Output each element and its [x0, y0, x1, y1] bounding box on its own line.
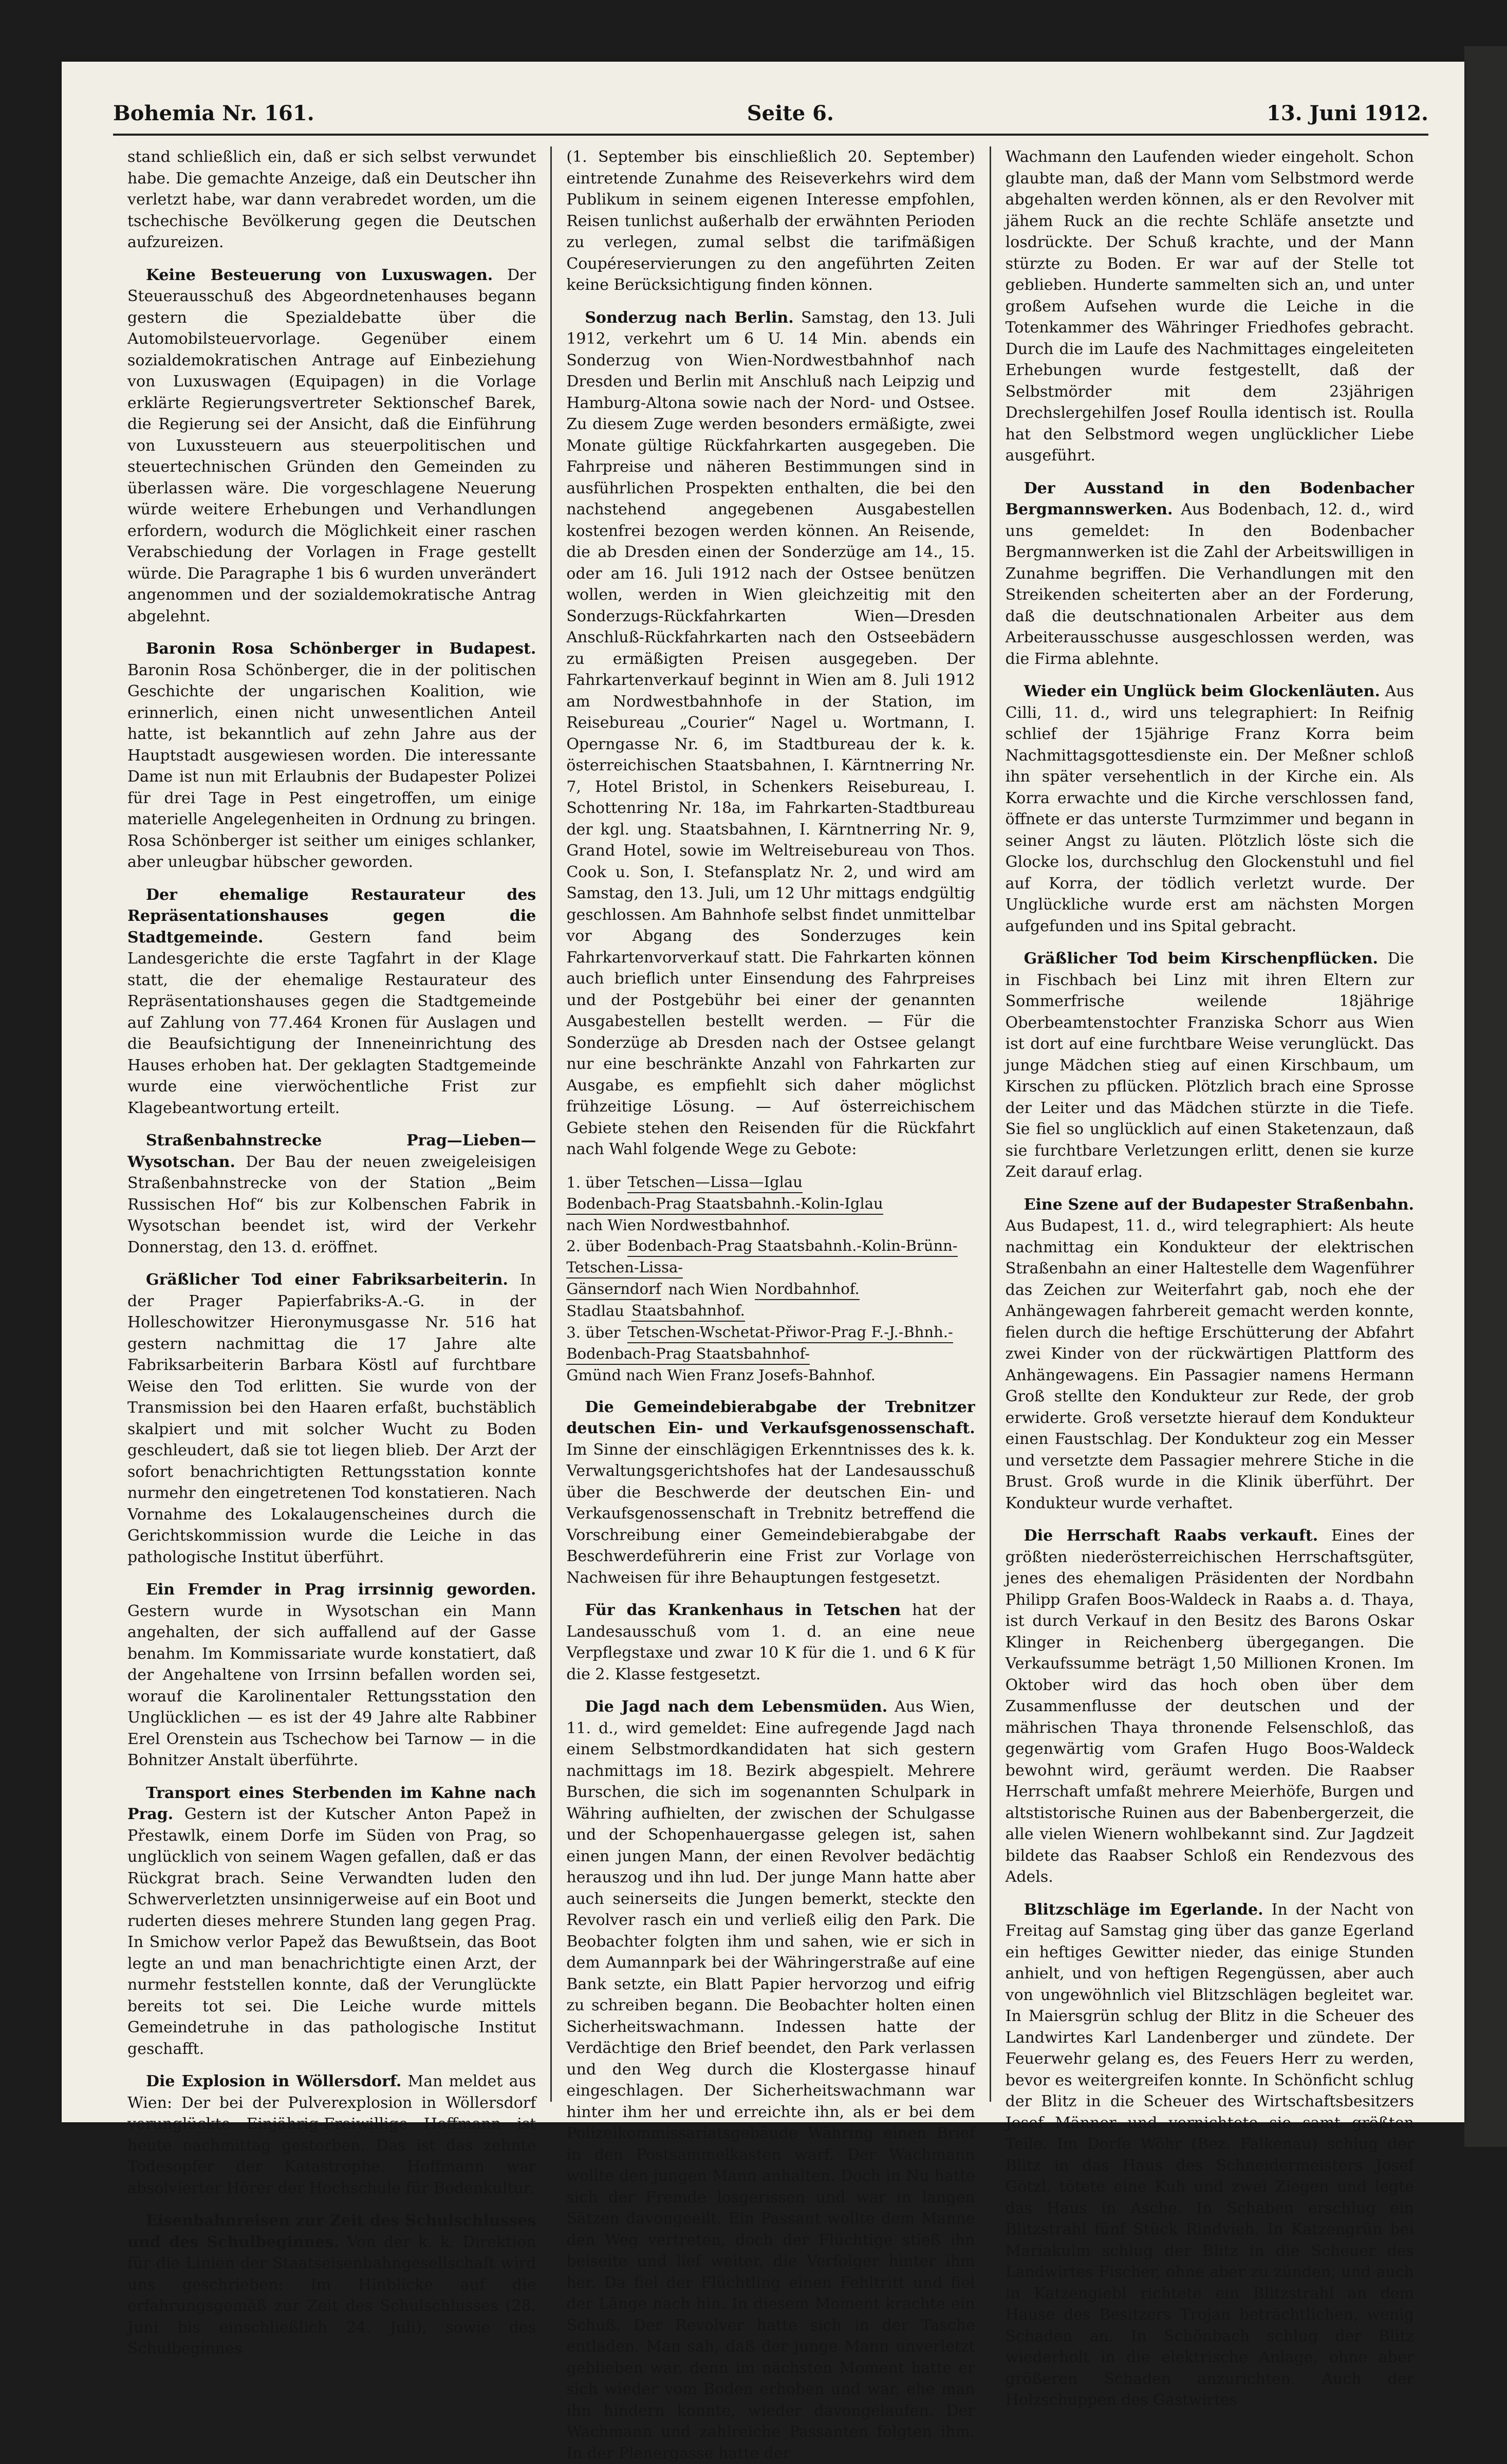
article-text: stand schließlich ein, daß er sich selbst verwundet habe. Die gemachte Anzeige, daß ein Deutscher ihn verletzt habe, war dann verabredet worden, um die tschechische Bevölkerung gegen die Deutschen aufzureizen. [127, 148, 536, 251]
article-paragraph [1006, 1525, 1414, 1888]
article-headline: Der ehemalige Restaurateur des Repräsentationshauses gegen die Stadtgemeinde. [127, 885, 536, 947]
route-row [566, 1235, 975, 1257]
route-cell: Stadlau [566, 1302, 624, 1320]
article-paragraph [1006, 948, 1414, 1183]
article-text: Gestern ist der Kutscher Anton Papež in Přestawlk, einem Dorfe im Süden von Prag, so unglücklich von seinem Wagen gefallen, daß er das Rückgrat brach. Seine Verwandten luden den Schwerverletzten unsinnigerweise auf ein Boot und ruderten dieses mehrere Stunden lang gegen Prag. In Smichow verlor Papež das Bewußtsein, das Boot legte an und man benachrichtigte einen Arzt, der nurmehr feststellen konnte, daß der Verunglückte bereits tot sei. Die Leiche wurde mittels Gemeindetruhe in das pathologische Institut geschafft. [127, 1805, 536, 2058]
article-paragraph [127, 146, 536, 253]
article-text: Von der k. k. Direktion für die Linien der Staatseisenbahngesellschaft wird uns geschrieben: Im Hinblicke auf die erfahrungsgemäß zur Zeit des Schulschlusses (28. Juni bis einschließlich 24. Juli), sowie des Schulbeginnes [127, 2233, 536, 2358]
article [127, 1579, 536, 1771]
newspaper-page [62, 62, 1464, 2462]
article-paragraph [1006, 478, 1414, 670]
article [566, 1397, 975, 1589]
article-paragraph [1006, 146, 1414, 467]
issue-date: 13. Juni 1912. [1267, 101, 1428, 125]
article-text: hat der Landesausschuß vom 1. d. an eine neue Verpflegstaxe und zwar 10 K für die 1. und 6 K für die 2. Klasse festgesetzt. [566, 1601, 975, 1683]
article-paragraph [566, 307, 975, 1160]
article-headline: Der Ausstand in den Bodenbacher Bergmannswerken. [1005, 479, 1414, 518]
article-text: Baronin Rosa Schönberger, die in der politischen Geschichte der ungarischen Koalition, wie erinnerlich, einen nicht unwesentlichen Anteil hatte, ist bekanntlich auf zehn Jahre aus der Hauptstadt ausgewiesen worden. Die interessante Dame ist nun mit Erlaubnis der Budapester Polizei für drei Tage in Pest eingetroffen, um einige materielle Angelegenheiten in Ordnung zu bringen. Rosa Schönberger ist seither um einiges schlanker, aber unleugbar hübscher geworden. [127, 661, 536, 871]
article-paragraph [566, 1397, 975, 1589]
article-text: Gestern fand beim Landesgerichte die erste Tagfahrt in der Klage statt, die der ehemalige Restaurateur des Repräsentationshauses gegen die Stadtgemeinde auf Zahlung von 77.464 Kronen für Auslagen und die Beaufsichtigung der Inneneinrichtung des Hauses erhoben hat. Der geklagten Stadtgemeinde wurde eine vierwöchentliche Frist zur Klagebeantwortung erteilt. [127, 928, 536, 1117]
route-cell: nach Wien Nordwestbahnhof. [566, 1216, 791, 1234]
article [127, 638, 536, 873]
route-row [566, 1322, 975, 1343]
article-headline: Die Gemeindebierabgabe der Trebnitzer deutschen Ein- und Verkaufsgenossenschaft. [566, 1398, 975, 1437]
route-row [566, 1193, 975, 1215]
scan-edge [1464, 46, 1507, 2147]
column-2 [552, 146, 991, 2462]
article-text: In der Prager Papierfabriks-A.-G. in der Holleschowitzer Hieronymusgasse Nr. 516 hat gestern nachmittag die 17 Jahre alte Fabriksarbeiterin Barbara Köstl auf furchtbare Weise den Tod erlitten. Sie wurde von der Transmission bei den Haaren erfaßt, buchstäblich skalpiert und mit solcher Wucht zu Boden geschleudert, daß sie tot liegen blieb. Der Arzt der sofort benachrichtigten Rettungsstation konnte nurmehr den eingetretenen Tod konstatieren. Nach Vornahme des Lokalaugenscheines durch die Gerichtskommission wurde die Leiche in das pathologische Institut überführt. [127, 1271, 536, 1566]
article-headline: Die Herrschaft Raabs verkauft. [1024, 1527, 1318, 1545]
article-headline: Keine Besteuerung von Luxuswagen. [146, 266, 493, 284]
article-paragraph [566, 1600, 975, 1685]
article [566, 1600, 975, 1685]
article-headline: Gräßlicher Tod einer Fabriksarbeiterin. [146, 1271, 508, 1289]
route-cell: Nordbahnhof. [755, 1279, 860, 1300]
article [566, 1172, 975, 1385]
article [127, 1269, 536, 1568]
issue-label: Bohemia Nr. 161. [113, 101, 314, 125]
route-row [566, 1279, 975, 1300]
article [127, 1130, 536, 1258]
article [127, 2210, 536, 2360]
article-paragraph [1006, 1899, 1414, 2411]
route-cell: Tetschen—Lissa—Iglau [627, 1172, 802, 1193]
article-text: Der Bau der neuen zweigeleisigen Straßenbahnstrecke von der Station „Beim Russischen Hof“ bis zur Kolbenschen Fabrik in Wysotschan beendet ist, wird der Verkehr Donnerstag, den 13. d. eröffnet. [127, 1153, 536, 1256]
route-row [566, 1257, 975, 1279]
route-cell: 2. über [566, 1237, 621, 1255]
route-row [566, 1215, 975, 1235]
article-text: Samstag, den 13. Juli 1912, verkehrt um 6 U. 14 Min. abends ein Sonderzug von Wien-Nordwestbahnhof nach Dresden und Berlin mit Anschluß nach Leipzig und Hamburg-Altona sowie nach der Nord- und Ostsee. Zu diesem Zuge werden besonders ermäßigte, zwei Monate gültige Rückfahrkarten ausgegeben. Die Fahrpreise und näheren Bestimmungen sind in ausführlichen Prospekten enthalten, die bei den nachstehend angegebenen Ausgabestellen kostenfrei bezogen werden können. An Reisende, die ab Dresden einen der Sonderzüge am 14., 15. oder am 16. Juli 1912 nach der Ostsee benützen wollen, werden in Wien gleichzeitig mit den Sonderzugs-Rückfahrkarten Wien—Dresden Anschluß-Rückfahrkarten nach den Ostseebädern zu ermäßigten Preisen ausgegeben. Der Fahrkartenverkauf beginnt in Wien am 8. Juli 1912 am Nordwestbahnhofe in der Station, im Reisebureau „Courier“ Nagel u. Wortmann, I. Operngasse Nr. 6, im Stadtbureau der k. k. österreichischen Staatsbahnen, I. Kärntnerring Nr. 7, Hotel Bristol, in Schenkers Reisebureau, I. Schottenring Nr. 18a, im Fahrkarten-Stadtbureau der kgl. ung. Staatsbahnen, I. Kärntnerring Nr. 9, Grand Hotel, sowie im Weltreisebureau von Thos. Cook u. Son, I. Stefansplatz Nr. 2, und wird am Samstag, den 13. Juli, um 12 Uhr mittags endgültig geschlossen. Am Bahnhofe selbst findet unmittelbar vor Abgang des Sonderzuges kein Fahrkartenvorverkauf statt. Die Fahrkarten können auch brieflich unter Einsendung des Fahrpreises und der Postgebühr bei einer der genannten Ausgabestellen bestellt werden. — Für die Sonderzüge ab Dresden nach der Ostsee gelangt nur eine beschränkte Anzahl von Fahrkarten zur Ausgabe, es empfiehlt sich daher möglichst frühzeitige Lösung. — Auf österreichischem Gebiete stehen den Reisenden für die Rückfahrt nach Wahl folgende Wege zu Gebote: [566, 308, 975, 1158]
column-1 [113, 146, 552, 2358]
article-text: Der Steuerausschuß des Abgeordnetenhauses begann gestern die Spezialdebatte über die Automobilsteuervorlage. Gegenüber einem sozialdemokratischen Antrage auf Einbeziehung von Luxuswagen (Equipagen) in die Vorlage erklärte Regierungsvertreter Sektionschef Barek, die Regierung sei der Ansicht, daß die Einführung von Luxussteuern aus steuerpolitischen und steuertechnischen Gründen den Gemeinden zu überlassen wäre. Die vorgeschlagene Neuerung würde weitere Erhebungen und Verhandlungen erfordern, wodurch die Möglichkeit einer raschen Verabschiedung der Vorlagen in Frage gestellt würde. Die Paragraphe 1 bis 6 wurden unverändert angenommen und der sozialdemokratische Antrag abgelehnt. [127, 266, 536, 625]
route-cell: 3. über [566, 1323, 621, 1341]
route-cell: Gmünd nach Wien Franz Josefs-Bahnhof. [566, 1366, 876, 1384]
page-number: Seite 6. [747, 101, 834, 125]
article [566, 146, 975, 296]
route-row [566, 1172, 975, 1193]
article-paragraph [127, 265, 536, 627]
article-headline: Gräßlicher Tod beim Kirschenpflücken. [1024, 950, 1378, 968]
route-cell: 1. über [566, 1173, 621, 1191]
route-cell: Gänserndorf [566, 1279, 661, 1300]
article-paragraph [127, 1783, 536, 2060]
article-headline: Straßenbahnstrecke Prag—Lieben—Wysotschan. [127, 1132, 536, 1171]
route-row [566, 1300, 975, 1322]
article-headline: Baronin Rosa Schönberger in Budapest. [146, 640, 536, 658]
article [1006, 681, 1414, 937]
article-headline: Die Jagd nach dem Lebensmüden. [585, 1698, 888, 1716]
route-row [566, 1343, 975, 1365]
route-cell: nach Wien [668, 1280, 748, 1298]
article-paragraph [127, 884, 536, 1119]
article [127, 265, 536, 627]
article-text: Eines der größten niederösterreichischen Herrschaftsgüter, jenes des ehemaligen Präsidenten der Nordbahn Philipp Grafen Boos-Waldeck in Raabs a. d. Thaya, ist durch Verkauf in den Besitz des Barons Oskar Klinger in Reichenberg übergegangen. Die Verkaufssumme beträgt 1,50 Millionen Kronen. Im Oktober wird das hoch oben über dem Zusammenflusse der deutschen und der mährischen Thaya thronende Felsenschloß, das gegenwärtig vom Grafen Hugo Boos-Waldeck bewohnt wird, geräumt werden. Die Raabser Herrschaft umfaßt mehrere Meierhöfe, Burgen und altstistorische Ruinen aus der Babenbergerzeit, die alle vielen Wienern wohlbekannt sind. Zur Jagdzeit bildete das Raabser Schloß ein Rendezvous des Adels. [1005, 1527, 1414, 1886]
route-cell: Staatsbahnhof. [631, 1300, 745, 1322]
article-text: Gestern wurde in Wysotschan ein Mann angehalten, der sich auffallend auf der Gasse benahm. Im Kommissariate wurde konstatiert, daß der Angehaltene von Irrsinn befallen worden sei, worauf die Karolinentaler Rettungsstation den Unglücklichen — es ist der 49 Jahre alte Rabbiner Erel Orenstein aus Tschechow bei Tarnow — in die Bohnitzer Anstalt überführte. [127, 1602, 536, 1769]
column-3 [991, 146, 1428, 2409]
article-headline: Transport eines Sterbenden im Kahne nach Prag. [127, 1784, 536, 1823]
article [1006, 478, 1414, 670]
route-row [566, 1365, 975, 1385]
page-header [113, 92, 1428, 136]
article [566, 307, 975, 1160]
route-cell: Bodenbach-Prag Staatsbahnh.-Kolin-Brünn- [627, 1235, 957, 1257]
article-text: Die in Fischbach bei Linz mit ihren Eltern zur Sommerfrische weilende 18jährige Oberbeamtenstochter Franziska Schorr aus Wien ist dort auf eine furchtbare Weise verunglückt. Das junge Mädchen stieg auf einen Kirschbaum, um Kirschen zu pflücken. Plötzlich brach eine Sprosse der Leiter und das Mädchen stürzte in die Tiefe. Sie fiel so unglücklich auf einen Staketenzaun, daß sie furchtbare Verletzungen erlitt, denen sie kurze Zeit darauf erlag. [1005, 950, 1414, 1181]
article-headline: Für das Krankenhaus in Tetschen [585, 1601, 901, 1619]
route-cell: Bodenbach-Prag Staatsbahnh.-Kolin-Iglau [566, 1193, 883, 1215]
route-cell: Tetschen-Wschetat-Přiwor-Prag F.-J.-Bhnh.- [627, 1322, 953, 1343]
article [1006, 948, 1414, 1183]
article-headline: Wieder ein Unglück beim Glockenläuten. [1024, 682, 1380, 700]
article-text: Im Sinne der einschlägigen Erkenntnisses des k. k. Verwaltungsgerichtshofes hat der Landesausschuß über die Beschwerde der deutschen Ein- und Verkaufsgenossenschaft in Trebnitz betreffend die Vorschreibung einer Gemeindebierabgabe der Beschwerdeführerin eine Frist zur Vorlage von Nachweisen für ihre Behauptungen festgesetzt. [566, 1440, 975, 1587]
article [566, 1696, 975, 2464]
article-text: Aus Budapest, 11. d., wird telegraphiert: Als heute nachmittag ein Kondukteur der elektrischen Straßenbahn an einer Haltestelle dem Wagenführer das Zeichen zur Weiterfahrt gab, noch ehe der Anhängewagen fahrbereit gemacht werden konnte, fielen durch die heftige Erschütterung der Abfahrt zwei Kinder von der rückwärtigen Plattform des Anhängewagens. Ein Passagier namens Hermann Groß stellte den Kondukteur zur Rede, der grob erwiderte. Groß versetzte hierauf dem Kondukteur einen Faustschlag. Der Kondukteur zog ein Messer und versetzte dem Passagier mehrere Stiche in die Brust. Groß wurde in die Klinik überführt. Der Kondukteur wurde verhaftet. [1005, 1217, 1414, 1512]
article-paragraph [566, 1696, 975, 2464]
route-table [566, 1172, 975, 1385]
article-paragraph [127, 1579, 536, 1771]
article-text: Wachmann den Laufenden wieder eingeholt. Schon glaubte man, daß der Mann vom Selbstmord werde abgehalten werden können, als er den Revolver mit jähem Ruck an die rechte Schläfe ansetzte und losdrückte. Der Schuß krachte, und der Mann stürzte zu Boden. Er war auf der Stelle tot geblieben. Hunderte sammelten sich an, und unter großem Aufsehen wurde die Leiche in die Totenkammer des Währinger Friedhofes gebracht. Durch die im Laufe des Nachmittages eingeleiteten Erhebungen wurde festgestellt, daß der Selbstmörder mit dem 23jährigen Drechslergehilfen Josef Roulla identisch ist. Roulla hat den Selbstmord wegen unglücklicher Liebe ausgeführt. [1005, 148, 1414, 465]
article-headline: Die Explosion in Wöllersdorf. [146, 2072, 402, 2090]
article-headline: Eisenbahnreisen zur Zeit des Schulschlusses und des Schulbeginnes. [127, 2212, 536, 2251]
article-paragraph [127, 2071, 536, 2199]
article [1006, 146, 1414, 467]
article [1006, 1899, 1414, 2411]
article [1006, 1194, 1414, 1514]
article-headline: Blitzschläge im Egerlande. [1024, 1900, 1263, 1919]
columns [113, 146, 1428, 2462]
article [1006, 1525, 1414, 1888]
article-headline: Sonderzug nach Berlin. [585, 308, 794, 327]
article-paragraph [127, 1269, 536, 1568]
article-paragraph [127, 1130, 536, 1258]
article [127, 2071, 536, 2199]
article-paragraph [566, 146, 975, 296]
article-text: Aus Wien, 11. d., wird gemeldet: Eine aufregende Jagd nach einem Selbstmordkandidaten hat sich gestern nachmittags im 18. Bezirk abgespielt. Mehrere Burschen, die sich im sogenannten Schulpark in Währing aufhielten, der zwischen der Schulgasse und der Schopenhauergasse gelegen ist, sahen einen jungen Mann, der einen Revolver bedächtig herauszog und ihn lud. Der junge Mann hatte aber auch seinerseits die Jungen bemerkt, steckte den Revolver rasch ein und verließ eilig den Park. Die Beobachter folgten ihm und sahen, wie er sich in dem Aumannpark bei der Währingerstraße auf eine Bank setzte, ein Blatt Papier hervorzog und eifrig zu schreiben begann. Die Beobachter holten einen Sicherheitswachmann. Indessen hatte der Verdächtige den Brief beendet, den Park verlassen und den Weg durch die Klostergasse hinauf eingeschlagen. Der Sicherheitswachmann war hinter ihm her und erreichte ihn, als er bei dem Polizeikommissariatsgebäude Währing einen Brief in den Postsammelkasten warf. Der Wachmann wollte den jungen Mann anhalten. Doch in Nu hatte sich der Fremde losgerissen und war in langen Sätzen davongeeilt. Ein Passant wollte dem Manne den Weg vertreten, doch der Flüchtige stieß ihn beiseite und lief weiter, die Verfolger hinter ihm her. Da fiel der Flüchtling einen Fehltritt und fiel der Länge nach hin. In diesem Moment krachte ein Schuß. Der Revolver hatte sich in der Tasche entladen. Man sah, daß der junge Mann unverletzt geblieben war, denn im nächsten Moment hatte er sich wieder vom Boden erhoben und war, ehe man ihn hindern konnte, wieder davongelaufen. Der Wachmann und zahlreiche Passanten folgten ihm. In der Plenergasse hatte der [566, 1698, 975, 2462]
article-text: Aus Bodenbach, 12. d., wird uns gemeldet: In den Bodenbacher Bergmannwerken ist die Zahl der Arbeitswilligen in Zunahme begriffen. Die Verhandlungen mit den Streikenden scheiterten aber an der Forderung, daß die deutschnationalen Arbeiter aus dem Arbeiterausschusse ausgeschlossen werden, was die Firma ablehnte. [1005, 501, 1414, 668]
article-headline: Ein Fremder in Prag irrsinnig geworden. [146, 1581, 536, 1599]
article [127, 1783, 536, 2060]
article-paragraph [1006, 1194, 1414, 1514]
article-paragraph [127, 638, 536, 873]
article-text: (1. September bis einschließlich 20. September) eintretende Zunahme des Reiseverkehrs wird dem Publikum in seinem eigenen Interesse empfohlen, Reisen tunlichst außerhalb der erwähnten Perioden zu verlegen, zumal selbst die tarifmäßigen Coupéreservierungen zu den angeführten Zeiten keine Berücksichtigung finden können. [566, 148, 975, 294]
article-paragraph [127, 2210, 536, 2360]
article-headline: Eine Szene auf der Budapester Straßenbahn. [1024, 1195, 1414, 1214]
route-cell: Tetschen-Lissa- [566, 1257, 683, 1279]
route-cell: Bodenbach-Prag Staatsbahnhof- [566, 1343, 810, 1365]
article [127, 884, 536, 1119]
article-text: In der Nacht von Freitag auf Samstag ging über das ganze Egerland ein heftiges Gewitter nieder, das einige Stunden anhielt, und von heftigen Regengüssen, aber auch von ungewöhnlich viel Blitzschlägen begleitet war. In Maiersgrün schlug der Blitz in die Scheuer des Landwirtes Karl Landenberger und zündete. Der Feuerwehr gelang es, des Feuers Herr zu werden, bevor es weitergreifen konnte. In Schönficht schlug der Blitz in die Scheuer des Wirtschaftsbesitzers Josef Männer und vernichtete sie samt größten Teile. Im Dorfe Wöhr (Bez. Falkenau) schlug der Blitz in das Haus des Schneidermeisters Josef Götzl, tötete eine Kuh und zwei Ziegen und legte das Haus in Asche. In Schaben erschlug ein Blitzstrahl fünf Stück Rindvieh. In Katzengrün bei Mariakulm schlug der Blitz in die Scheuer des Landwirtes Fischer, ohne aber zu zünden, und auch in Katzengiebl richtete ein Blitzstrahl an dem Hause des Besitzers Trojan beträchtlichen, wenig Schaden an. In Schönbach schlug der Blitz wiederholt in die elektrische Anlage, ohne aber größeren Schaden anzurichten. Auch der Holzschuppen des Gastwirtes [1005, 1900, 1414, 2409]
article-text: Man meldet aus Wien: Der bei der Pulverexplosion in Wöllersdorf verunglückte Einjährig-Freiwillige Hoffmann ist heute nachmittag gestorben. Das ist das zehnte Todesopfer der Katastrophe. Hoffmann war absolvierter Hörer der Hochschule für Bodenkultur. [127, 2072, 536, 2197]
article [127, 146, 536, 253]
article-text: Aus Cilli, 11. d., wird uns telegraphiert: In Reifnig schlief der 15jährige Franz Korra beim Nachmittagsgottesdienste ein. Der Meßner schloß ihn später versehentlich in der Kirche ein. Als Korra erwachte und die Kirche verschlossen fand, öffnete er das unterste Turmzimmer und begann in seiner Angst zu läuten. Plötzlich löste sich die Glocke los, durchschlug den Glockenstuhl und fiel auf Korra, der tödlich verletzt wurde. Der Unglückliche wurde erst am nächsten Morgen aufgefunden und ins Spital gebracht. [1005, 682, 1414, 935]
article-paragraph [1006, 681, 1414, 937]
